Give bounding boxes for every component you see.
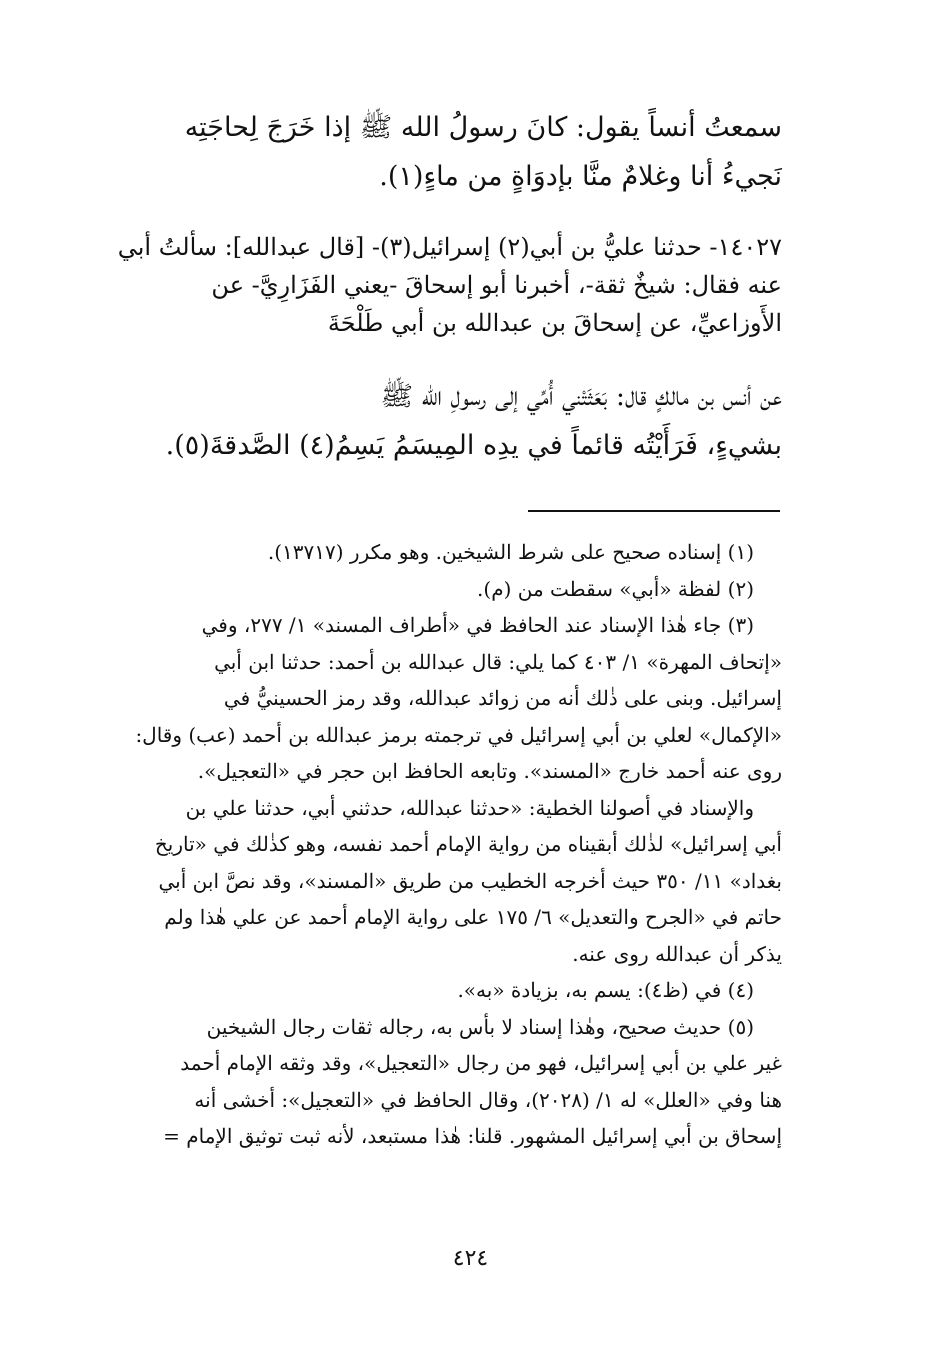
paragraph-1 [76, 103, 782, 201]
hadith-14027 [76, 228, 782, 342]
text-line: عنه فقال: شيخٌ ثقة-، أخبرنا أبو إسحاقَ -يعني الفَزَارِيَّ- عن [211, 271, 782, 299]
footnote-4: (٤) في (ظ٤): يسم به، بزيادة «به». [457, 978, 754, 1002]
footnote-5-line: هنا وفي «العلل» له ١/ (٢٠٢٨)، وقال الحافظ في «التعجيل»: أخشى أنه [194, 1087, 782, 1112]
footnotes [76, 534, 782, 1155]
footnote-3-line: «إتحاف المهرة» ١/ ٤٠٣ كما يلي: قال عبدالله بن أحمد: حدثنا ابن أبي [214, 649, 782, 674]
footnote-3b-line: بغداد» ١١/ ٣٥٠ حيث أخرجه الخطيب من طريق «المسند»، وقد نصَّ ابن أبي [158, 868, 782, 893]
paragraph-2 [76, 372, 782, 470]
text-line: بشيءٍ، فَرَأَيْتُه قائماً في يدِه المِيسَمُ يَسِمُ(٤) الصَّدقةَ(٥). [165, 430, 782, 461]
footnote-3-line: (٣) جاء هٰذا الإسناد عند الحافظ في «أطراف المسند» ١/ ٢٧٧، وفي [201, 613, 754, 637]
footnote-5-line: غير علي بن أبي إسرائيل، فهو من رجال «التعجيل»، وقد وثقه الإمام أحمد [180, 1051, 782, 1075]
footnote-3b-line: والإسناد في أصولنا الخطية: «حدثنا عبدالله، حدثني أبي، حدثنا علي بن [185, 795, 754, 820]
text-line: ١٤٠٢٧- حدثنا عليُّ بن أبي(٢) إسرائيل(٣)- [قال عبدالله]: سألتُ أبي [117, 233, 782, 261]
footnote-5-line: إسحاق بن أبي إسرائيل المشهور. قلنا: هٰذا مستبعد، لأنه ثبت توثيق الإمام = [163, 1124, 782, 1148]
footnote-5-line: (٥) حديث صحيح، وهٰذا إسناد لا بأس به، رجاله ثقات رجال الشيخين [206, 1014, 754, 1039]
footnote-3b-line: حاتم في «الجرح والتعديل» ٦/ ١٧٥ على رواية الإمام أحمد عن علي هٰذا ولم [164, 905, 782, 929]
footnote-3-line: روى عنه أحمد خارج «المسند». وتابعه الحافظ ابن حجر في «التعجيل». [197, 759, 782, 783]
footnote-3b-line: يذكر أن عبدالله روى عنه. [572, 941, 782, 966]
page-number: ٤٢٤ [452, 1246, 489, 1271]
footnote-separator [528, 510, 780, 512]
text-line: عن أنس بن مالكٍ قال: بَعَثَتْني أُمِّي إلى رسولِ الله ﷺ [380, 381, 782, 412]
text-line: سمعتُ أنساً يقول: كانَ رسولُ الله ﷺ إذا خَرَجَ لِحاجَتِه [184, 112, 782, 143]
footnote-3b-line: أبي إسرائيل» لذٰلك أبقيناه من رواية الإمام أحمد نفسه، وهو كذٰلك في «تاريخ [154, 832, 782, 856]
footnote-1: (١) إسناده صحيح على شرط الشيخين. وهو مكرر (١٣٧١٧). [267, 540, 754, 564]
footnote-3-line: «الإكمال» لعلي بن أبي إسرائيل في ترجمته برمز عبدالله بن أحمد (عب) وقال: [135, 722, 782, 747]
footnote-2: (٢) لفظة «أبي» سقطت من (م). [477, 576, 754, 601]
footnote-3-line: إسرائيل. وبنى على ذٰلك أنه من زوائد عبدالله، وقد رمز الحسينيُّ في [223, 686, 782, 710]
text-line: نَجيءُ أنا وغلامٌ منَّا بإدوَاةٍ من ماءٍ(١). [379, 161, 782, 192]
text-line: الأَوزاعيِّ، عن إسحاقَ بن عبدالله بن أبي طَلْحَةَ [327, 309, 782, 337]
